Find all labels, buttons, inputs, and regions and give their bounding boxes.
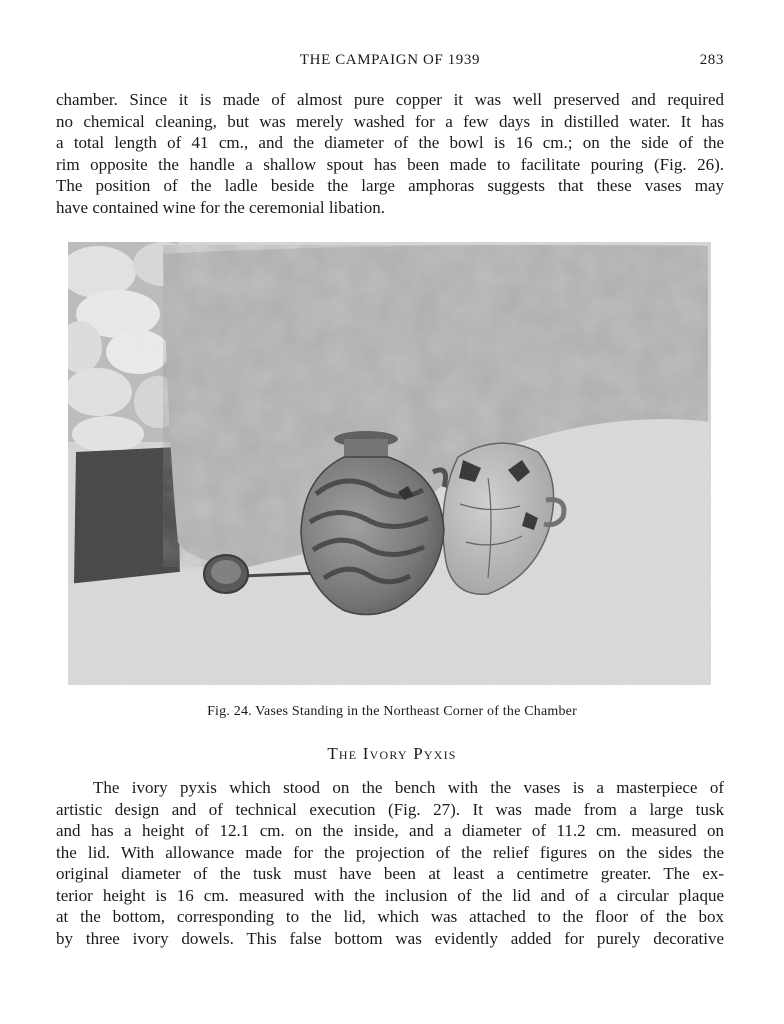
text-line: no chemical cleaning, but was merely washed for a few days in distilled water. It has — [56, 111, 724, 131]
paragraph-ladle — [56, 89, 724, 218]
text-line: a total length of 41 cm., and the diameter of the bowl is 16 cm.; on the side of the — [56, 133, 724, 152]
text-line: The ivory pyxis which stood on the bench with the vases is a masterpiece of — [93, 778, 724, 797]
text-line: chamber. Since it is made of almost pure copper it was well preserved and required — [56, 90, 724, 109]
running-head — [56, 52, 724, 74]
figure-caption: Fig. 24. Vases Standing in the Northeast Corner of the Chamber — [207, 704, 577, 719]
text-line: artistic design and of technical execution (Fig. 27). It was made from a large tusk — [56, 799, 724, 819]
text-line: The position of the ladle beside the large amphoras suggests that these vases may — [56, 176, 724, 195]
paragraph-pyxis — [56, 777, 724, 949]
text-line: the lid. With allowance made for the projection of the relief figures on the sides the — [56, 842, 724, 862]
text-line: rim opposite the handle a shallow spout has been made to facilitate pouring (Fig. 26). — [56, 154, 724, 174]
text-line: original diameter of the tusk must have been at least a centimetre greater. The ex- — [56, 864, 724, 883]
text-line: at the bottom, corresponding to the lid, which was attached to the floor of the box — [56, 907, 724, 926]
text-line: by three ivory dowels. This false bottom was evidently added for purely decorative — [56, 928, 724, 948]
section-heading: The Ivory Pyxis — [327, 744, 457, 763]
figure-photograph — [68, 242, 711, 685]
running-title: THE CAMPAIGN OF 1939 — [299, 52, 481, 68]
text-line: terior height is 16 cm. measured with the inclusion of the lid and of a circular plaque — [56, 885, 724, 905]
vases-photograph — [68, 242, 711, 685]
text-line: have contained wine for the ceremonial libation. — [56, 197, 386, 217]
page-number: 283 — [699, 52, 724, 68]
text-line: and has a height of 12.1 cm. on the inside, and a diameter of 11.2 cm. measured on — [56, 821, 724, 840]
